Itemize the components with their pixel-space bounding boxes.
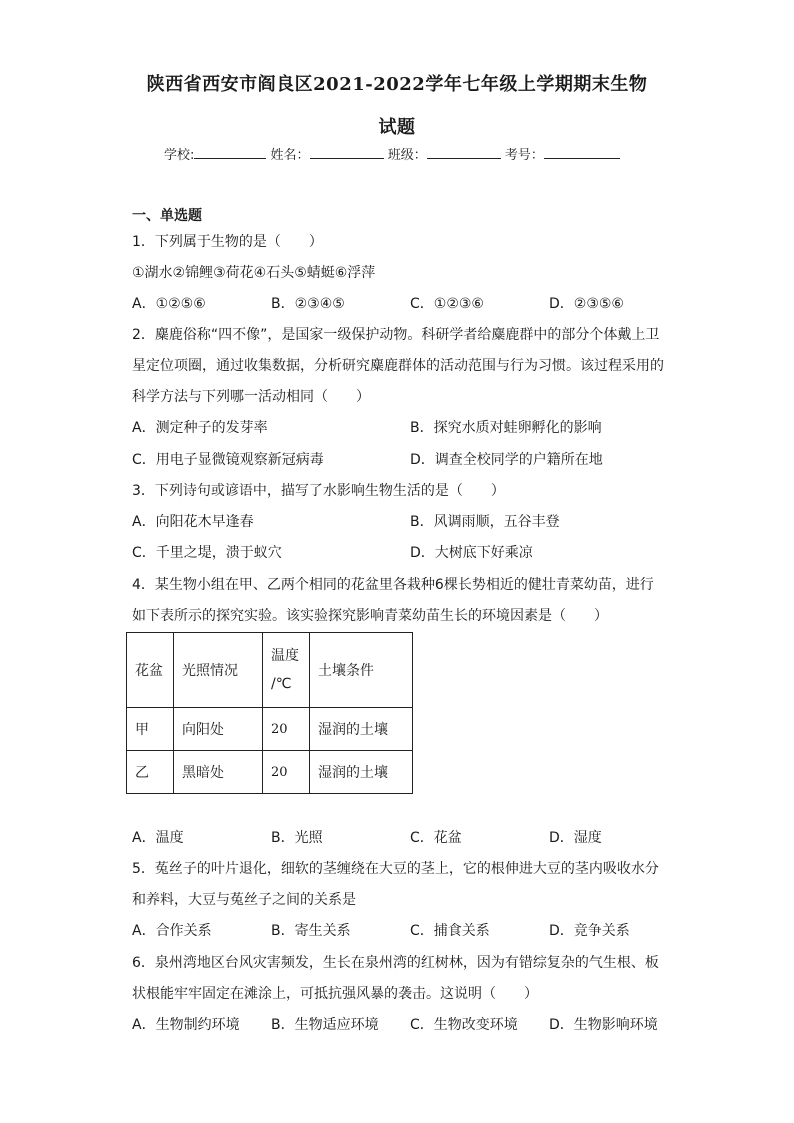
section-title: 一、单选题 <box>132 208 202 224</box>
table-row <box>127 751 413 794</box>
table-header-cell <box>263 633 310 708</box>
q5-stem-line2: 和养料，大豆与菟丝子之间的关系是 <box>132 892 356 908</box>
table-cell: 湿润的土壤 <box>310 751 413 794</box>
student-info-row <box>164 144 620 163</box>
q1-option-b[interactable]: B．②③④⑤ <box>271 296 345 312</box>
q1-option-a[interactable]: A．①②⑤⑥ <box>132 296 206 312</box>
q4-stem-line2: 如下表所示的探究实验。该实验探究影响青菜幼苗生长的环境因素是（ ） <box>132 608 608 624</box>
class-blank[interactable] <box>427 144 501 159</box>
q6-option-d[interactable]: D．生物影响环境 <box>549 1017 658 1033</box>
exam-title-line2: 试题 <box>378 117 416 138</box>
experiment-table <box>126 632 413 794</box>
q3-option-b[interactable]: B．风调雨顺，五谷丰登 <box>410 514 560 530</box>
q2-option-c[interactable]: C．用电子显微镜观察新冠病毒 <box>132 452 324 468</box>
q2-stem-line2: 星定位项圈，通过收集数据，分析研究麋鹿群体的活动范围与行为习惯。该过程采用的 <box>132 358 664 374</box>
table-cell: 乙 <box>127 751 174 794</box>
table-cell: 20 <box>263 708 310 751</box>
table-cell: 甲 <box>127 708 174 751</box>
q1-option-d[interactable]: D．②③⑤⑥ <box>549 296 624 312</box>
table-cell: 向阳处 <box>174 708 263 751</box>
q4-option-c[interactable]: C．花盆 <box>410 830 462 846</box>
q2-option-a[interactable]: A．测定种子的发芽率 <box>132 420 268 436</box>
table-cell: 20 <box>263 751 310 794</box>
q6-stem-line2: 状根能牢牢固定在滩涂上，可抵抗强风暴的袭击。这说明（ ） <box>132 986 538 1002</box>
name-blank[interactable] <box>310 144 384 159</box>
q3-stem: 3．下列诗句或谚语中，描写了水影响生物生活的是（ ） <box>132 483 505 499</box>
q1-stem: 1．下列属于生物的是（ ） <box>132 234 323 250</box>
q2-option-d[interactable]: D．调查全校同学的户籍所在地 <box>410 452 603 468</box>
school-blank[interactable] <box>194 144 266 159</box>
temperature-unit: /℃ <box>271 676 292 692</box>
q5-stem-line1: 5．菟丝子的叶片退化，细软的茎缠绕在大豆的茎上，它的根伸进大豆的茎内吸收水分 <box>132 861 659 877</box>
q1-stem-items: ①湖水②锦鲤③荷花④石头⑤蜻蜓⑥浮萍 <box>132 265 376 281</box>
table-cell: 湿润的土壤 <box>310 708 413 751</box>
class-label: 班级： <box>387 148 427 163</box>
q4-stem-line1: 4．某生物小组在甲、乙两个相同的花盆里各栽种6棵长势相近的健壮青菜幼苗，进行 <box>132 577 654 593</box>
q2-stem-line3: 科学方法与下列哪一活动相同（ ） <box>132 389 370 405</box>
q3-option-a[interactable]: A．向阳花木早逢春 <box>132 514 254 530</box>
q6-option-a[interactable]: A．生物制约环境 <box>132 1017 240 1033</box>
q4-option-a[interactable]: A．温度 <box>132 830 184 846</box>
table-row <box>127 708 413 751</box>
q2-option-b[interactable]: B．探究水质对蛙卵孵化的影响 <box>410 420 602 436</box>
school-label: 学校: <box>164 148 195 163</box>
q5-option-d[interactable]: D．竞争关系 <box>549 923 630 939</box>
table-header-cell: 土壤条件 <box>310 633 413 708</box>
table-header-row <box>127 633 413 708</box>
q3-option-d[interactable]: D．大树底下好乘凉 <box>410 545 533 561</box>
number-label: 考号： <box>504 148 544 163</box>
q4-option-b[interactable]: B．光照 <box>271 830 323 846</box>
q1-option-c[interactable]: C．①②③⑥ <box>410 296 484 312</box>
q2-stem-line1: 2．麋鹿俗称“四不像”，是国家一级保护动物。科研学者给麋鹿群中的部分个体戴上卫 <box>132 327 660 343</box>
table-cell: 黑暗处 <box>174 751 263 794</box>
q6-option-c[interactable]: C．生物改变环境 <box>410 1017 518 1033</box>
q5-option-a[interactable]: A．合作关系 <box>132 923 212 939</box>
exam-title-line1: 陕西省西安市阎良区2021-2022学年七年级上学期期末生物 <box>146 74 648 95</box>
q6-stem-line1: 6．泉州湾地区台风灾害频发，生长在泉州湾的红树林，因为有错综复杂的气生根、板 <box>132 955 659 971</box>
table-header-cell: 花盆 <box>127 633 174 708</box>
q5-option-c[interactable]: C．捕食关系 <box>410 923 490 939</box>
number-blank[interactable] <box>544 144 620 159</box>
temperature-header: 温度 <box>271 648 299 664</box>
q3-option-c[interactable]: C．千里之堤，溃于蚁穴 <box>132 545 282 561</box>
q6-option-b[interactable]: B．生物适应环境 <box>271 1017 379 1033</box>
table-header-cell: 光照情况 <box>174 633 263 708</box>
q5-option-b[interactable]: B．寄生关系 <box>271 923 351 939</box>
q4-option-d[interactable]: D．湿度 <box>549 830 602 846</box>
name-label: 姓名： <box>270 148 310 163</box>
